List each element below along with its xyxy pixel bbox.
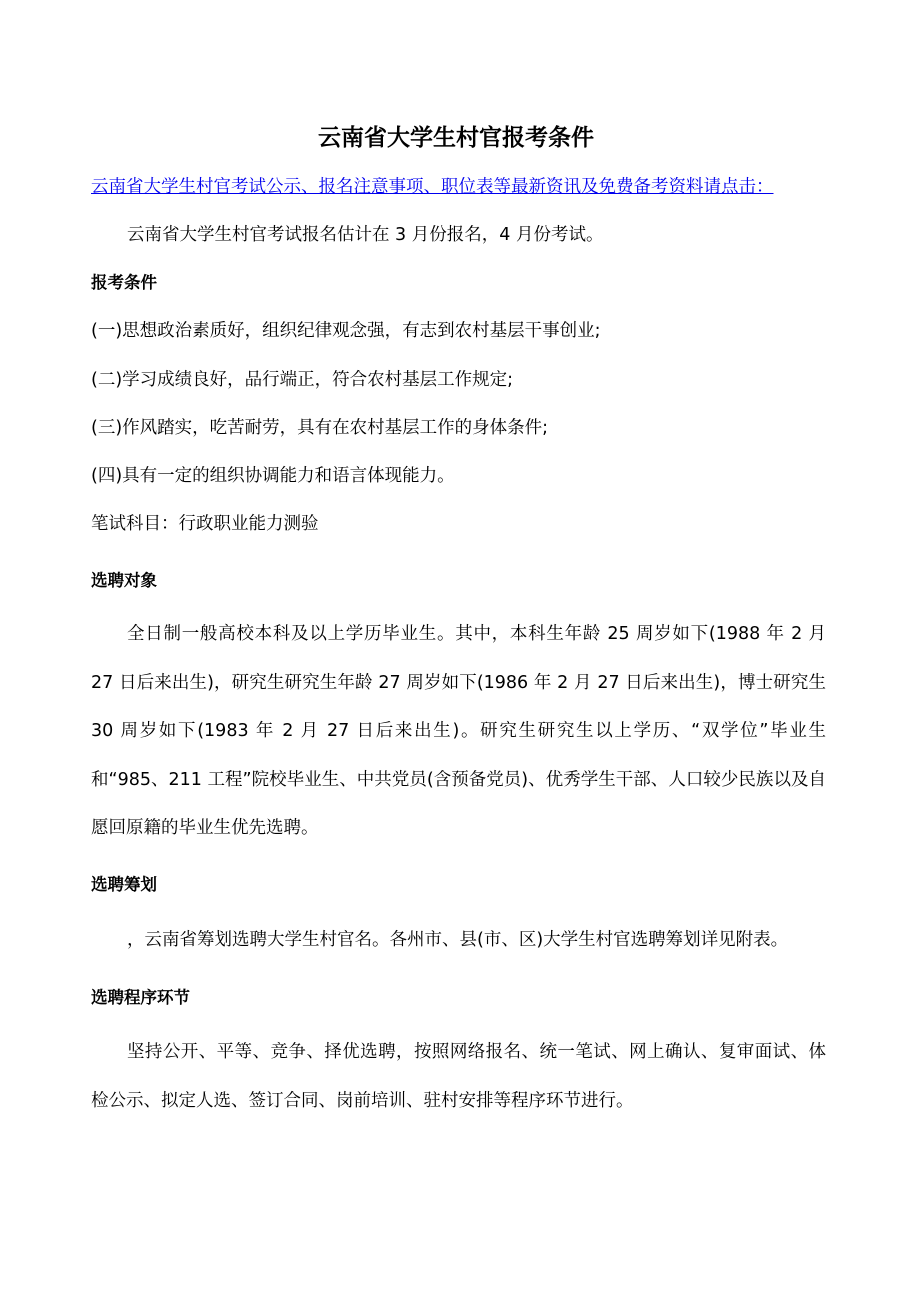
planning-body: ，云南省筹划选聘大学生村官名。各州市、县(市、区)大学生村官选聘筹划详见附表。: [127, 930, 789, 950]
condition-item-1: (一)思想政治素质好，组织纪律观念强，有志到农村基层干事创业;: [91, 321, 601, 341]
procedure-body: 坚持公开、平等、竞争、择优选聘，按照网络报名、统一笔试、网上确认、复审面试、体检公示、拟定人选、签订合同、岗前培训、驻村安排等程序环节进行。: [91, 1042, 826, 1111]
intro-text: 云南省大学生村官考试报名估计在 3 月份报名，4 月份考试。: [127, 225, 604, 245]
targets-heading: 选聘对象: [91, 571, 157, 590]
condition-item-4: (四)具有一定的组织协调能力和语言体现能力。: [91, 466, 455, 486]
conditions-heading: 报考条件: [91, 273, 157, 292]
planning-heading: 选聘筹划: [91, 875, 157, 894]
document-title: 云南省大学生村官报考条件: [318, 125, 594, 151]
condition-item-3: (三)作风踏实，吃苦耐劳，具有在农村基层工作的身体条件;: [91, 418, 549, 438]
targets-body: 全日制一般高校本科及以上学历毕业生。其中，本科生年龄 25 周岁如下(1988 年 2 月 27 日后来出生)，研究生研究生年龄 27 周岁如下(1986 年 2 月 27 日后来出生)，博士研究生 30 周岁如下(1983 年 2 月 27 日后来出生)。研究生研究生以上学历、“双学位”毕业生和“985、211 工程”院校毕业生、中共党员(含预备党员)、优秀学生干部、人口较少民族以及自愿回原籍的毕业生优先选聘。: [91, 624, 826, 838]
info-link[interactable]: 云南省大学生村官考试公示、报名注意事项、职位表等最新资讯及免费备考资料请点击：: [91, 177, 774, 197]
exam-subject: 笔试科目：行政职业能力测验: [91, 514, 319, 534]
condition-item-2: (二)学习成绩良好，品行端正，符合农村基层工作规定;: [91, 370, 514, 390]
procedure-heading: 选聘程序环节: [91, 988, 190, 1007]
